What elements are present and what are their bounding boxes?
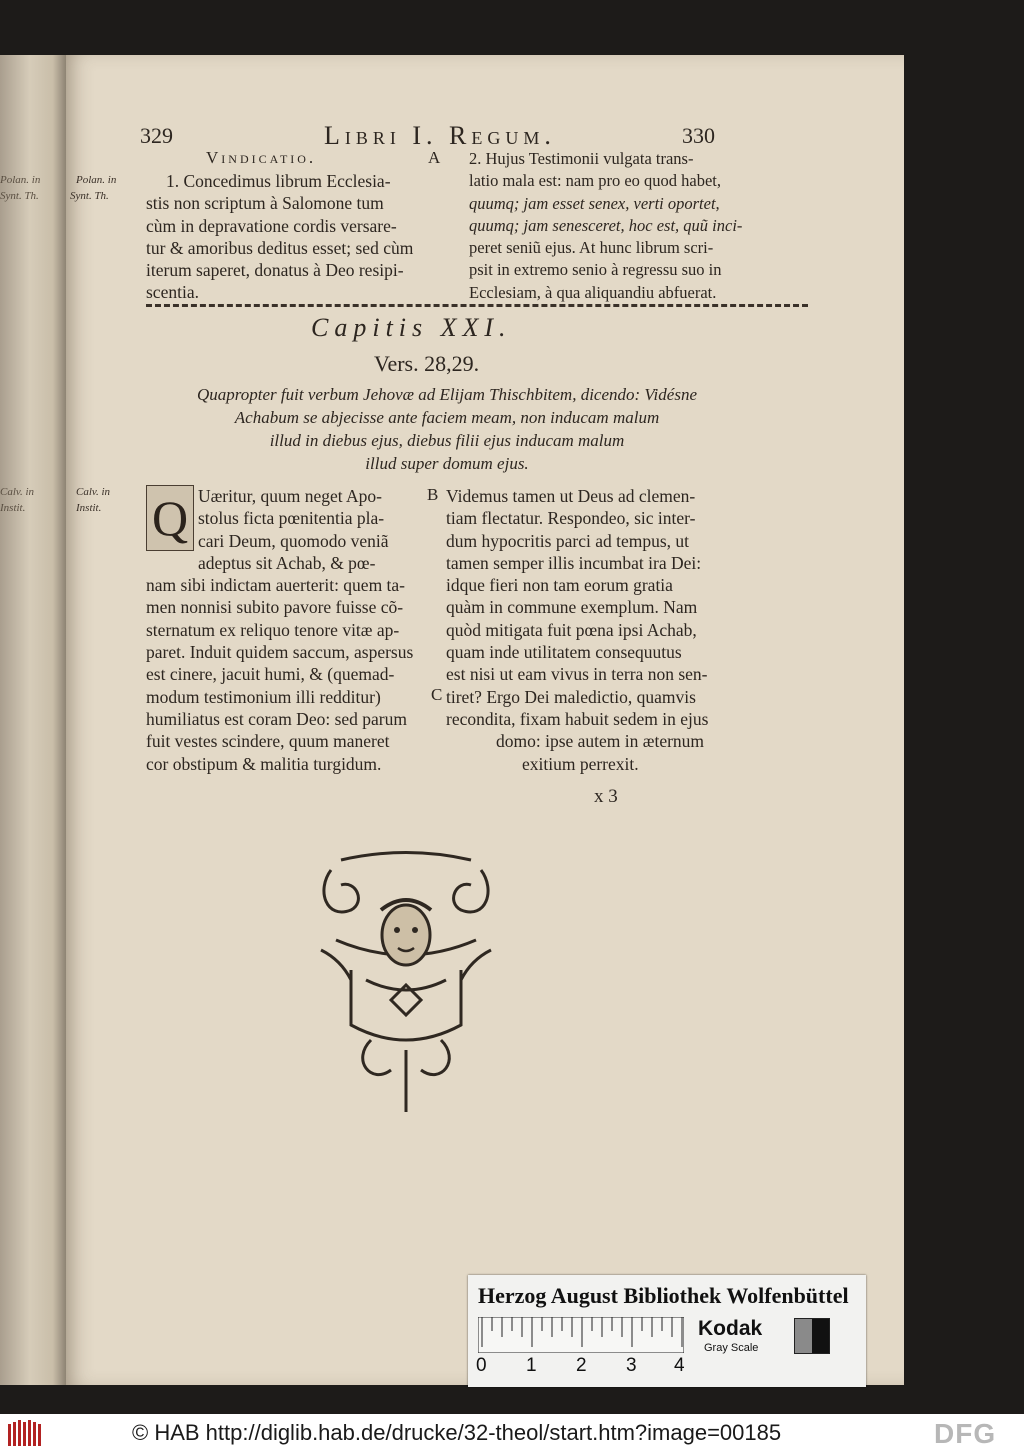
- quote-line: illud in diebus ejus, diebus filii ejus inducam malum: [269, 431, 625, 450]
- gray-patch: [812, 1319, 829, 1353]
- text-line: adeptus sit Achab, & pœ-: [198, 552, 376, 573]
- scale-number: 2: [576, 1355, 587, 1376]
- running-head: Libri I. Regum.: [324, 121, 556, 150]
- text-line: quam inde utilitatem consequutus: [446, 642, 682, 663]
- left-column-body: [146, 485, 439, 775]
- text-line: scentia.: [146, 282, 199, 303]
- text-line: stolus ficta pœnitentia pla-: [198, 508, 385, 529]
- margin-marker-c: C: [431, 685, 443, 704]
- text-line: quumq; jam senesceret, hoc est, quũ inci-: [469, 215, 743, 235]
- text-line: cùm in depravatione cordis versare-: [146, 215, 397, 236]
- scripture-quote: [142, 383, 752, 475]
- text-line: est cinere, jacuit humi, & (quemad-: [146, 664, 395, 685]
- gray-scale-label: Gray Scale: [704, 1342, 759, 1354]
- quote-line: Quapropter fuit verbum Jehovæ ad Elijam Thischbitem, dicendo: Vidésne: [197, 385, 697, 404]
- text-line: tiam flectatur. Respondeo, sic inter-: [446, 508, 696, 529]
- text-line: exitium perrexit.: [522, 753, 639, 774]
- footer-bar: [0, 1414, 1024, 1454]
- book-page: [66, 55, 904, 1385]
- previous-page-edge: [0, 55, 66, 1385]
- scale-number: 3: [626, 1355, 637, 1376]
- text-line: tur & amoribus deditus esset; sed cùm: [146, 237, 414, 258]
- text-line: Uæritur, quum neget Apo-: [198, 486, 382, 506]
- text-line: peret seniũ ejus. At hunc librum scri-: [469, 238, 714, 258]
- hab-logo-icon: [8, 1420, 42, 1448]
- text-line: paret. Induit quidem saccum, aspersus: [146, 642, 414, 663]
- verse-reference: Vers. 28,29.: [374, 351, 480, 376]
- gray-patch: [795, 1319, 812, 1353]
- margin-note: Calv. in: [76, 486, 111, 498]
- text-line: latio mala est: nam pro eo quod habet,: [469, 171, 722, 191]
- folio-left: 329: [140, 123, 173, 148]
- text-line: cari Deum, quomodo veniã: [198, 530, 389, 551]
- text-line: quumq; jam esset senex, verti oportet,: [469, 193, 720, 213]
- margin-note: Instit.: [76, 502, 102, 514]
- text-line: domo: ipse autem in æternum: [496, 731, 705, 752]
- text-line: modum testimonium illi redditur): [146, 686, 381, 707]
- text-line: Ecclesiam, à qua aliquandiu abfuerat.: [469, 282, 717, 302]
- initial-letter: Q: [151, 490, 189, 546]
- margin-marker-b: B: [427, 485, 439, 504]
- signature-mark: x 3: [594, 786, 618, 807]
- text-line: humiliatus est coram Deo: sed parum: [146, 708, 407, 729]
- text-line: tamen semper illis incumbat ira Dei:: [446, 552, 702, 573]
- text-line: iterum saperet, donatus à Deo resipi-: [146, 260, 404, 281]
- text-line: quòd mitigata fuit pœna ipsi Achab,: [446, 619, 697, 640]
- tailpiece-ornament: [311, 850, 501, 1115]
- prev-page-note: Instit.: [0, 502, 26, 514]
- margin-note: Polan. in: [76, 174, 117, 186]
- copyright-link[interactable]: © HAB http://diglib.hab.de/drucke/32-theol/start.htm?image=00185: [132, 1420, 782, 1445]
- text-line: est nisi ut eam vivus in terra non sen-: [446, 664, 708, 685]
- kodak-logo: Kodak: [698, 1317, 763, 1340]
- text-line: nam sibi indictam auerterit: quem ta-: [146, 575, 406, 596]
- gray-scale-patches: [794, 1318, 830, 1354]
- text-line: men nonnisi subito pavore fuisse cõ-: [146, 597, 404, 618]
- prev-page-note: Calv. in: [0, 486, 35, 498]
- text-line: Videmus tamen ut Deus ad clemen-: [446, 486, 696, 506]
- prev-page-note: Polan. in: [0, 174, 41, 186]
- ruler-scale: [478, 1317, 684, 1353]
- scale-number: 0: [476, 1355, 487, 1376]
- text-line: psit in extremo senio à regressu suo in: [469, 260, 722, 280]
- text-line: quàm in commune exemplum. Nam: [446, 597, 698, 618]
- margin-note: Synt. Th.: [70, 190, 109, 202]
- section-divider: [146, 304, 808, 307]
- text-line: dum hypocritis parci ad tempus, ut: [446, 530, 690, 551]
- text-line: idque fieri non tam eorum gratia: [446, 575, 673, 596]
- scale-number: 4: [674, 1355, 685, 1376]
- scale-number: 1: [526, 1355, 537, 1376]
- library-name: Herzog August Bibliothek Wolfenbüttel: [478, 1283, 849, 1308]
- text-line: stis non scriptum à Salomone tum: [146, 193, 384, 214]
- chapter-heading: Capitis XXI.: [311, 313, 512, 342]
- text-line: recondita, fixam habuit sedem in ejus: [446, 708, 709, 729]
- right-column-body: [446, 485, 746, 775]
- quote-line: illud super domum ejus.: [365, 454, 529, 473]
- section-title: Vindicatio.: [206, 148, 317, 167]
- text-line: cor obstipum & malitia turgidum.: [146, 753, 382, 774]
- text-line: tiret? Ergo Dei maledictio, quamvis: [446, 686, 696, 707]
- prev-page-note: Synt. Th.: [0, 190, 39, 202]
- margin-marker-a: A: [428, 148, 441, 167]
- text-line: sternatum ex reliquo tenore vitæ ap-: [146, 619, 400, 640]
- library-scale-card: [468, 1275, 866, 1387]
- quote-line: Achabum se abjecisse ante faciem meam, non inducam malum: [234, 408, 660, 427]
- right-column-top: [469, 148, 769, 304]
- dfg-logo: DFG: [934, 1418, 997, 1449]
- text-line: fuit vestes scindere, quum maneret: [146, 731, 390, 752]
- text-line: 2. Hujus Testimonii vulgata trans-: [469, 149, 694, 168]
- text-line: 1. Concedimus librum Ecclesia-: [166, 171, 391, 191]
- left-column-top: [146, 170, 428, 304]
- folio-right: 330: [682, 123, 715, 148]
